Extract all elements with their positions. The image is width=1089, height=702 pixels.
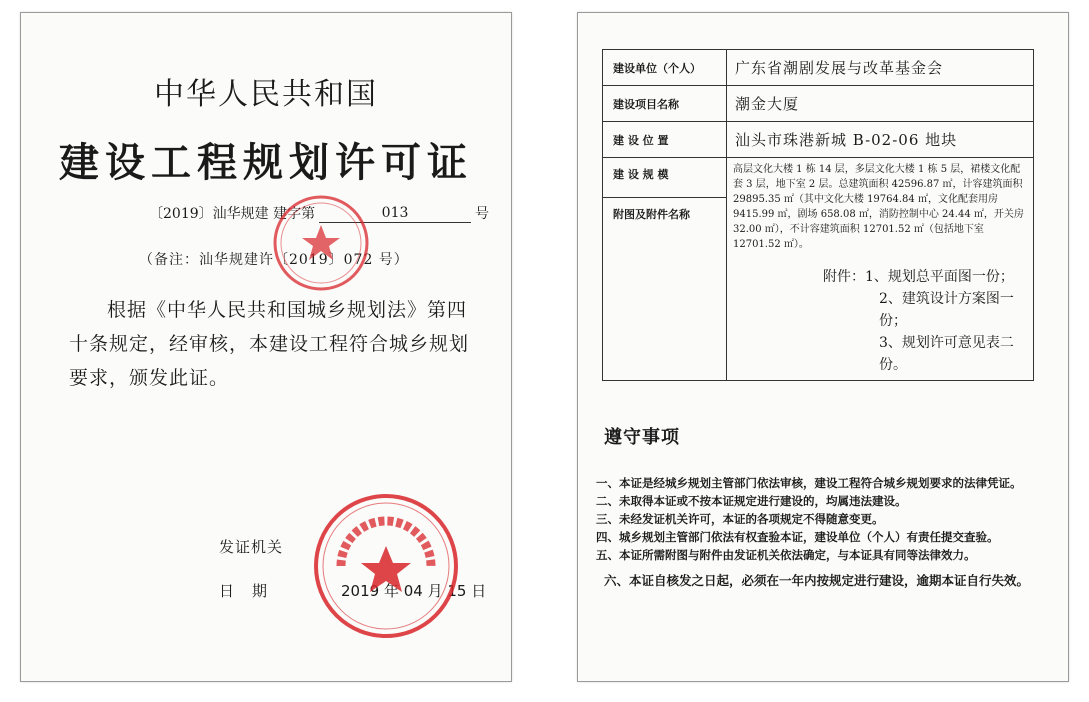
rule-number: 五、: [596, 548, 619, 562]
attachment-head: 附件：1、规划总平面图一份；: [823, 269, 1014, 285]
rule-text: 未经发证机关许可，本证的各项规定不得随意变更。: [619, 512, 884, 526]
rule-text: 本证是经城乡规划主管部门依法审核，建设工程符合城乡规划要求的法律凭证。: [619, 476, 1022, 490]
rule-number: 四、: [596, 530, 619, 544]
rule-number: 六、: [604, 573, 630, 588]
list-item: [596, 529, 1036, 545]
official-seal-large-icon: [311, 491, 461, 641]
project-info-table: [602, 49, 1034, 381]
rule-text: 本证自核发之日起，必须在一年内按规定进行建设，逾期本证自行失效。: [629, 573, 1030, 588]
rules-title: 遵守事项: [604, 427, 680, 448]
attachment-item: 3、规划许可意见表二份。: [879, 335, 1014, 373]
list-item: [596, 493, 1036, 509]
country-name: 中华人民共和国: [154, 77, 378, 112]
unit-label: 建设单位（个人）: [603, 50, 727, 86]
scale-value: 高层文化大楼 1 栋 14 层，多层文化大楼 1 栋 5 层，裙楼文化配套 3 层，地下室 2 层。总建筑面积 42596.87 ㎡，计容建筑面积 29895.35 ㎡（其中文化大楼 19764.84 ㎡，文化配套用房 9415.99 ㎡，剧场 658.08 ㎡，消防控制中心 24.44 ㎡，开关房 32.00 ㎡），不计容建筑面积 12701.52 ㎡（包括地下室 12701.52 ㎡）。: [733, 164, 1024, 250]
rule-text: 未取得本证或不按本证规定进行建设的，均属违法建设。: [619, 494, 907, 508]
list-item: [596, 511, 1036, 527]
certificate-note: （备注：汕华规建许〔2019〕072 号）: [139, 252, 409, 268]
rule-text: 本证所需附图与附件由发证机关依法确定，与本证具有同等法律效力。: [619, 548, 976, 562]
attach-cell: [727, 158, 1034, 381]
table-row: [603, 158, 1034, 198]
number-suffix: 号: [475, 206, 489, 222]
number-value: 013: [319, 205, 471, 223]
attachment-list: [823, 266, 1027, 376]
certificate-front-page: [20, 12, 512, 682]
rule-number: 二、: [596, 494, 619, 508]
list-item: [596, 571, 1036, 591]
date-label: 日期: [219, 582, 286, 600]
table-row: [603, 50, 1034, 86]
rules-list: [596, 475, 1036, 593]
attach-label: 附图及附件名称: [603, 198, 727, 381]
list-item: [596, 547, 1036, 563]
issue-date: 2019 年 04 月 15 日: [341, 582, 487, 600]
unit-value: 广东省潮剧发展与改革基金会: [727, 50, 1034, 86]
location-label: 建 设 位 置: [603, 122, 727, 158]
location-value: 汕头市珠港新城 B-02-06 地块: [727, 122, 1034, 158]
project-label: 建设项目名称: [603, 86, 727, 122]
certificate-title: 建设工程规划许可证: [59, 139, 473, 186]
certificate-back-page: [577, 12, 1069, 682]
official-seal-small-icon: [271, 193, 371, 293]
certificate-body-text: 根据《中华人民共和国城乡规划法》第四十条规定，经审核，本建设工程符合城乡规划要求，颁发此证。: [69, 299, 470, 389]
project-value: 潮金大厦: [727, 86, 1034, 122]
table-row: [603, 122, 1034, 158]
issuer-label: 发证机关: [219, 538, 284, 556]
scale-label: 建 设 规 模: [603, 158, 727, 198]
table-row: [603, 86, 1034, 122]
rule-number: 一、: [596, 476, 619, 490]
rule-number: 三、: [596, 512, 619, 526]
attachment-item: 2、建筑设计方案图一份；: [879, 291, 1014, 329]
list-item: [596, 475, 1036, 491]
number-prefix: 〔2019〕汕华规建 建字第: [149, 206, 316, 222]
rule-text: 城乡规划主管部门依法有权查验本证，建设单位（个人）有责任提交查验。: [619, 530, 999, 544]
